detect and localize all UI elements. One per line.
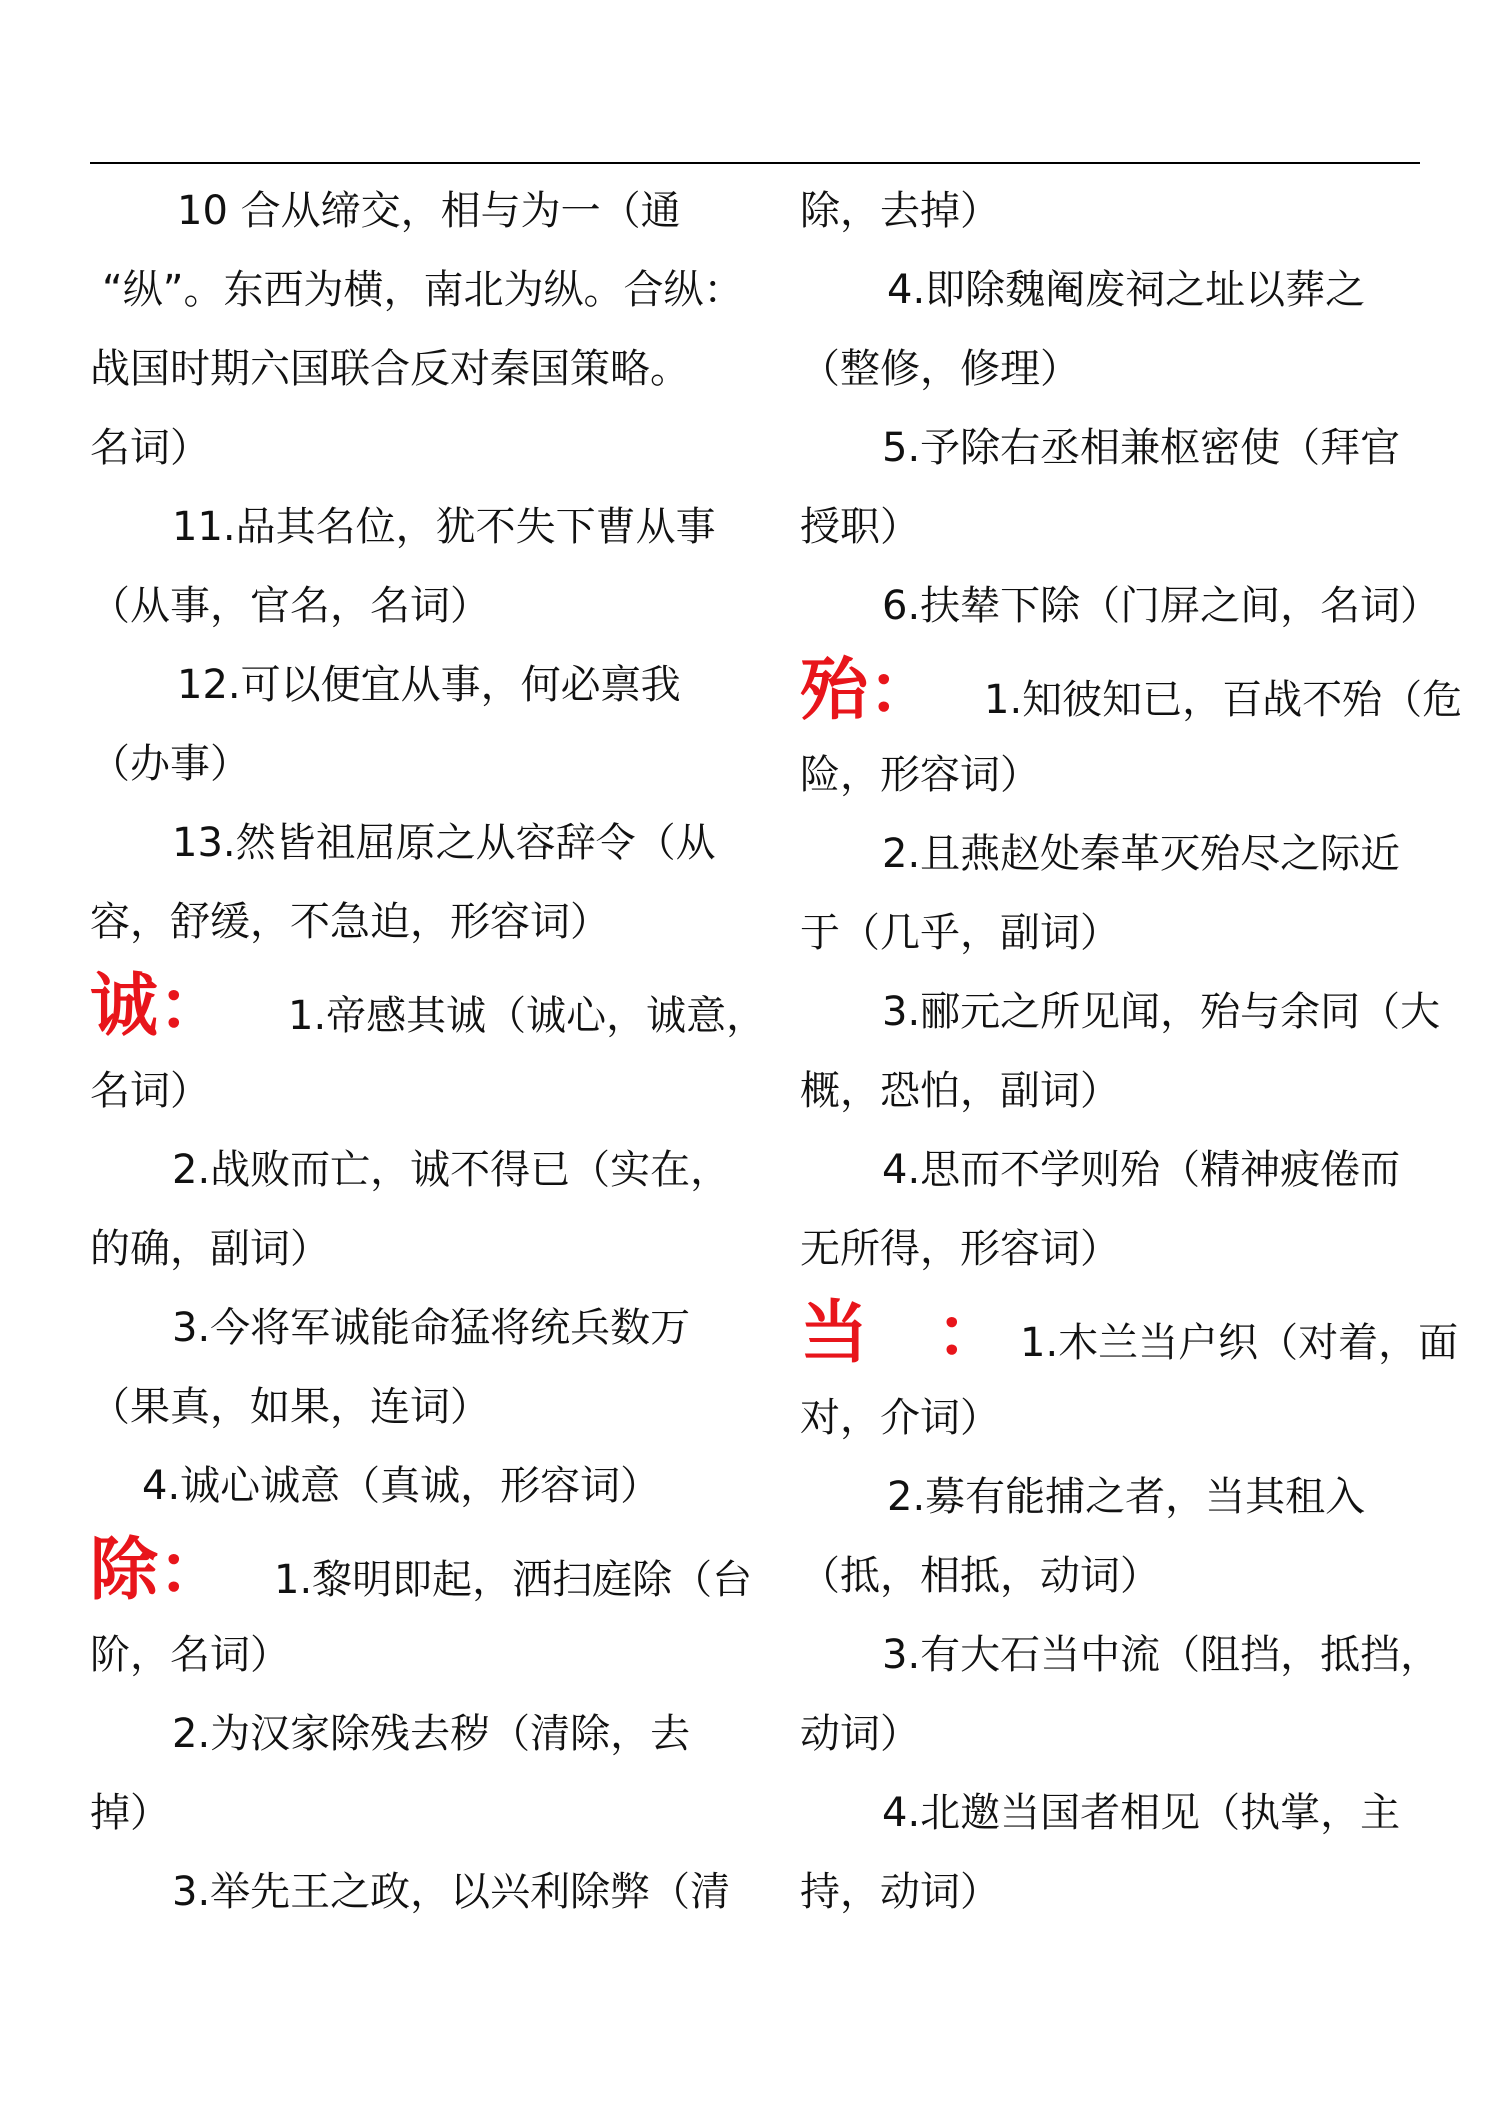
line-text: 2.战败而亡，诚不得已（实在， [172, 1147, 731, 1193]
text-line [800, 815, 1430, 894]
text-line [90, 1052, 720, 1131]
text-line [90, 1210, 720, 1289]
text-line [800, 1052, 1430, 1131]
text-line [90, 409, 720, 488]
line-text: 2.且燕赵处秦革灭殆尽之际近 [882, 831, 1401, 877]
line-text: 4.思而不学则殆（精神疲倦而 [882, 1147, 1401, 1193]
text-line [800, 1853, 1430, 1932]
line-text: 4.诚心诚意（真诚，形容词） [142, 1463, 661, 1509]
text-line [90, 1853, 731, 1932]
text-line [800, 1695, 1430, 1774]
text-line [90, 172, 720, 251]
text-line [800, 172, 1430, 251]
line-text: 4.即除魏阉废祠之址以葬之 [887, 267, 1366, 313]
line-text: 名词） [90, 1068, 210, 1114]
header-rule [90, 162, 1420, 164]
line-text: 10 合从缔交，相与为一（通 [177, 188, 681, 234]
line-text: 1.木兰当户织（对着，面 [1020, 1320, 1459, 1366]
text-line [90, 567, 720, 646]
line-text: （果真，如果，连词） [90, 1384, 490, 1430]
line-text: 3.有大石当中流（阻挡，抵挡， [882, 1632, 1441, 1678]
text-line [800, 1379, 1430, 1458]
text-line [90, 883, 720, 962]
line-text: 2.为汉家除残去秽（清除，去 [172, 1711, 691, 1757]
line-text: 的确，副词） [90, 1226, 330, 1272]
line-text: 无所得，形容词） [800, 1226, 1120, 1272]
line-text: 12.可以便宜从事，何必禀我 [177, 662, 681, 708]
line-text: 概，恐怕，副词） [800, 1068, 1120, 1114]
text-line [800, 736, 1430, 815]
line-text: 除，去掉） [800, 188, 1000, 234]
line-text: 13.然皆祖屈原之从容辞令（从 [172, 820, 716, 866]
line-text: 11.品其名位，犹不失下曹从事 [172, 504, 716, 550]
line-text: 阶，名词） [90, 1632, 290, 1678]
line-text: （办事） [90, 741, 250, 787]
text-line [800, 646, 1463, 736]
line-text: 5.予除右丞相兼枢密使（拜官 [882, 425, 1401, 471]
line-text: 2.募有能捕之者，当其租入 [887, 1474, 1366, 1520]
line-text: （整修，修理） [800, 346, 1080, 392]
line-text: 3.今将军诚能命猛将统兵数万 [172, 1305, 691, 1351]
right-column [800, 172, 1463, 1932]
text-line [800, 1537, 1430, 1616]
text-line [90, 251, 744, 330]
text-line [90, 1695, 720, 1774]
text-line [90, 962, 767, 1052]
text-line [90, 1526, 753, 1616]
text-line [90, 1131, 731, 1210]
text-line [90, 1368, 720, 1447]
text-line [800, 894, 1430, 973]
text-line [90, 725, 720, 804]
text-line [90, 330, 720, 409]
text-line [90, 1774, 720, 1853]
text-line [800, 330, 1430, 409]
line-text: （抵，相抵，动词） [800, 1553, 1160, 1599]
headword: 当 ： [800, 1294, 1005, 1373]
line-text: 1.黎明即起，洒扫庭除（台 [274, 1557, 753, 1603]
text-line [800, 251, 1430, 330]
text-line [90, 804, 720, 883]
line-text: 战国时期六国联合反对秦国策略。 [90, 346, 690, 392]
text-line [800, 409, 1430, 488]
line-text: 1.知彼知已，百战不殆（危 [984, 677, 1463, 723]
line-text: 3.郦元之所见闻，殆与余同（大 [882, 989, 1441, 1035]
text-line [90, 1616, 720, 1695]
line-text: 授职） [800, 504, 920, 550]
text-line [800, 1289, 1459, 1379]
headword: 除： [90, 1531, 227, 1610]
line-text: 于（几乎，副词） [800, 910, 1120, 956]
line-text: 掉） [90, 1790, 170, 1836]
line-text: 1.帝感其诚（诚心，诚意， [288, 993, 767, 1039]
line-text: 对，介词） [800, 1395, 1000, 1441]
line-text: 3.举先王之政，以兴利除弊（清 [172, 1869, 731, 1915]
text-line [800, 1131, 1430, 1210]
text-line [800, 1774, 1430, 1853]
line-text: 4.北邀当国者相见（执掌，主 [882, 1790, 1401, 1836]
text-line [800, 488, 1430, 567]
line-text: 容，舒缓，不急迫，形容词） [90, 899, 610, 945]
text-line [800, 1458, 1430, 1537]
text-line [90, 1447, 720, 1526]
line-text: 动词） [800, 1711, 920, 1757]
left-column [90, 172, 767, 1932]
text-line [800, 567, 1441, 646]
line-text: 名词） [90, 425, 210, 471]
line-text: “纵”。东西为横，南北为纵。合纵： [102, 267, 744, 313]
text-line [90, 1289, 720, 1368]
text-line [800, 1616, 1441, 1695]
text-line [800, 1210, 1430, 1289]
line-text: （从事，官名，名词） [90, 583, 490, 629]
headword: 诚： [90, 967, 227, 1046]
line-text: 持，动词） [800, 1869, 1000, 1915]
text-line [90, 488, 720, 567]
line-text: 险，形容词） [800, 752, 1040, 798]
text-line [800, 973, 1441, 1052]
line-text: 6.扶辇下除（门屏之间，名词） [882, 583, 1441, 629]
headword: 殆： [800, 651, 937, 730]
text-line [90, 646, 720, 725]
